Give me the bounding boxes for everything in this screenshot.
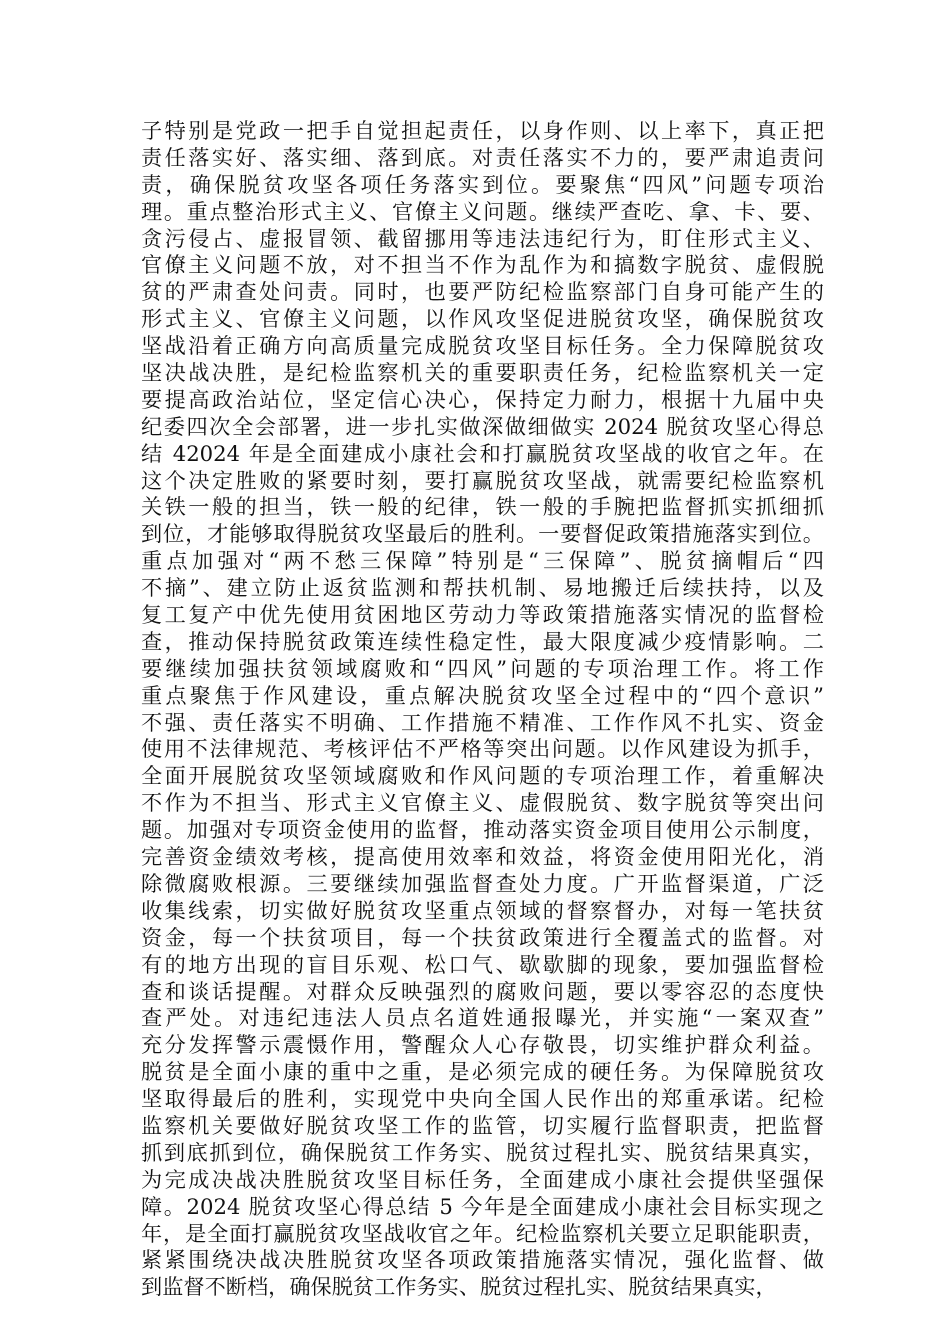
text-line: 使用不法律规范、考核评估不严格等突出问题。以作风建设为抓手， bbox=[141, 736, 824, 762]
text-line: 结 42024 年是全面建成小康社会和打赢脱贫攻坚战的收官之年。在 bbox=[141, 440, 824, 466]
text-line: 重点加强对“两不愁三保障”特别是“三保障”、脱贫摘帽后“四 bbox=[141, 548, 824, 574]
text-line: 纪委四次全会部署，进一步扎实做深做细做实 2024 脱贫攻坚心得总 bbox=[141, 413, 824, 439]
text-line: 抓到底抓到位，确保脱贫工作务实、脱贫过程扎实、脱贫结果真实， bbox=[141, 1139, 824, 1165]
text-line: 资金，每一个扶贫项目，每一个扶贫政策进行全覆盖式的监督。对 bbox=[141, 924, 824, 950]
text-line: 到位，才能够取得脱贫攻坚最后的胜利。一要督促政策措施落实到位。 bbox=[141, 521, 824, 547]
text-line: 除微腐败根源。三要继续加强监督查处力度。广开监督渠道，广泛 bbox=[141, 870, 824, 896]
text-line: 关铁一般的担当，铁一般的纪律，铁一般的手腕把监督抓实抓细抓 bbox=[141, 494, 824, 520]
text-line: 不摘”、建立防止返贫监测和帮扶机制、易地搬迁后续扶持，以及 bbox=[141, 575, 824, 601]
text-line: 收集线索，切实做好脱贫攻坚重点领域的督察督办，对每一笔扶贫 bbox=[141, 897, 824, 923]
text-line: 查严处。对违纪违法人员点名道姓通报曝光，并实施“一案双查” bbox=[141, 1005, 824, 1031]
text-line: 不作为不担当、形式主义官僚主义、虚假脱贫、数字脱贫等突出问 bbox=[141, 790, 824, 816]
text-line: 坚取得最后的胜利，实现党中央向全国人民作出的郑重承诺。纪检 bbox=[141, 1086, 824, 1112]
text-line: 责任落实好、落实细、落到底。对责任落实不力的，要严肃追责问 bbox=[141, 144, 824, 170]
text-line: 到监督不断档，确保脱贫工作务实、脱贫过程扎实、脱贫结果真实， bbox=[141, 1274, 777, 1300]
text-line: 理。重点整治形式主义、官僚主义问题。继续严查吃、拿、卡、要、 bbox=[141, 198, 824, 224]
text-line: 年，是全面打赢脱贫攻坚战收官之年。纪检监察机关要立足职能职责， bbox=[141, 1220, 824, 1246]
text-line: 题。加强对专项资金使用的监督，推动落实资金项目使用公示制度， bbox=[141, 817, 824, 843]
text-line: 查和谈话提醒。对群众反映强烈的腐败问题，要以零容忍的态度快 bbox=[141, 978, 824, 1004]
text-line: 这个决定胜败的紧要时刻，要打赢脱贫攻坚战，就需要纪检监察机 bbox=[141, 467, 824, 493]
text-line: 紧紧围绕决战决胜脱贫攻坚各项政策措施落实情况，强化监督、做 bbox=[141, 1247, 824, 1273]
text-line: 为完成决战决胜脱贫攻坚目标任务，全面建成小康社会提供坚强保 bbox=[141, 1166, 824, 1192]
text-line: 监察机关要做好脱贫攻坚工作的监管，切实履行监督职责，把监督 bbox=[141, 1112, 824, 1138]
text-line: 复工复产中优先使用贫困地区劳动力等政策措施落实情况的监督检 bbox=[141, 602, 824, 628]
text-line: 查，推动保持脱贫政策连续性稳定性，最大限度减少疫情影响。二 bbox=[141, 628, 824, 654]
document-body-text bbox=[141, 118, 824, 1301]
text-line: 坚决战决胜，是纪检监察机关的重要职责任务，纪检监察机关一定 bbox=[141, 360, 824, 386]
text-line: 要提高政治站位，坚定信心决心，保持定力耐力，根据十九届中央 bbox=[141, 386, 824, 412]
text-line: 重点聚焦于作风建设，重点解决脱贫攻坚全过程中的“四个意识” bbox=[141, 682, 824, 708]
text-line: 全面开展脱贫攻坚领域腐败和作风问题的专项治理工作，着重解决 bbox=[141, 763, 824, 789]
text-line: 官僚主义问题不放，对不担当不作为乱作为和搞数字脱贫、虚假脱 bbox=[141, 252, 824, 278]
text-line: 子特别是党政一把手自觉担起责任，以身作则、以上率下，真正把 bbox=[141, 118, 824, 143]
text-line: 要继续加强扶贫领域腐败和“四风”问题的专项治理工作。将工作 bbox=[141, 655, 824, 681]
text-line: 责，确保脱贫攻坚各项任务落实到位。要聚焦“四风”问题专项治 bbox=[141, 171, 824, 197]
text-line: 充分发挥警示震慑作用，警醒众人心存敬畏，切实维护群众利益。 bbox=[141, 1032, 824, 1058]
text-line: 坚战沿着正确方向高质量完成脱贫攻坚目标任务。全力保障脱贫攻 bbox=[141, 333, 824, 359]
text-line: 不强、责任落实不明确、工作措施不精准、工作作风不扎实、资金 bbox=[141, 709, 824, 735]
text-line: 脱贫是全面小康的重中之重，是必须完成的硬任务。为保障脱贫攻 bbox=[141, 1059, 824, 1085]
text-line: 形式主义、官僚主义问题，以作风攻坚促进脱贫攻坚，确保脱贫攻 bbox=[141, 306, 824, 332]
text-line: 障。2024 脱贫攻坚心得总结 5 今年是全面建成小康社会目标实现之 bbox=[141, 1193, 824, 1219]
text-line: 贪污侵占、虚报冒领、截留挪用等违法违纪行为，盯住形式主义、 bbox=[141, 225, 824, 251]
text-line: 完善资金绩效考核，提高使用效率和效益，将资金使用阳光化，消 bbox=[141, 844, 824, 870]
text-line: 有的地方出现的盲目乐观、松口气、歇歇脚的现象，要加强监督检 bbox=[141, 951, 824, 977]
text-line: 贫的严肃查处问责。同时，也要严防纪检监察部门自身可能产生的 bbox=[141, 279, 824, 305]
